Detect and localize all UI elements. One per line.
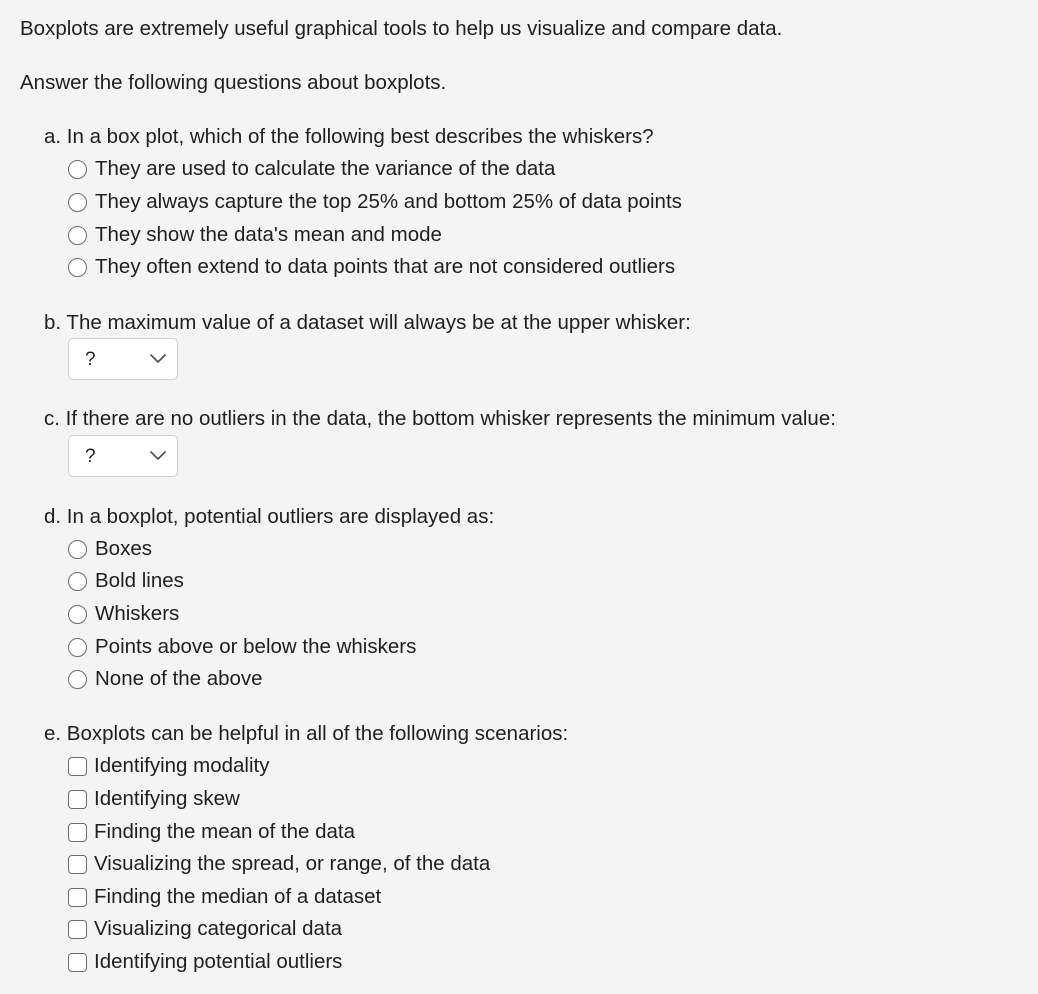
dropdown-value: ?	[85, 349, 96, 370]
checkbox[interactable]	[68, 953, 87, 972]
question-e-option[interactable]	[68, 850, 490, 878]
radio-button[interactable]	[68, 193, 87, 212]
question-e-option[interactable]	[68, 752, 269, 780]
checkbox[interactable]	[68, 757, 87, 776]
checkbox[interactable]	[68, 920, 87, 939]
option-label: They often extend to data points that are not considered outliers	[95, 255, 676, 278]
option-label: Visualizing the spread, or range, of the data	[94, 852, 491, 875]
question-e-option[interactable]	[68, 883, 381, 911]
question-a-option[interactable]	[68, 221, 442, 249]
radio-button[interactable]	[68, 572, 87, 591]
question-a-title: a. In a box plot, which of the following best describes the whiskers?	[44, 125, 654, 148]
radio-button[interactable]	[68, 226, 87, 245]
question-d-option[interactable]	[68, 535, 152, 563]
option-label: Identifying modality	[94, 754, 270, 777]
option-label: They are used to calculate the variance of the data	[95, 157, 556, 180]
dropdown-value: ?	[85, 446, 96, 467]
option-label: They always capture the top 25% and bottom 25% of data points	[95, 190, 682, 213]
radio-button[interactable]	[68, 670, 87, 689]
option-label: Bold lines	[95, 569, 184, 592]
radio-button[interactable]	[68, 638, 87, 657]
question-e-option[interactable]	[68, 915, 342, 943]
question-a-option[interactable]	[68, 253, 675, 281]
question-e-title: e. Boxplots can be helpful in all of the following scenarios:	[44, 722, 569, 745]
question-d-option[interactable]	[68, 665, 263, 693]
radio-button[interactable]	[68, 160, 87, 179]
option-label: Identifying potential outliers	[94, 950, 343, 973]
question-c-dropdown[interactable]	[68, 435, 178, 477]
checkbox[interactable]	[68, 888, 87, 907]
question-e-option[interactable]	[68, 948, 342, 976]
option-label: They show the data's mean and mode	[95, 223, 442, 246]
checkbox[interactable]	[68, 790, 87, 809]
question-d-option[interactable]	[68, 567, 184, 595]
question-d-option[interactable]	[68, 633, 416, 661]
intro-text: Boxplots are extremely useful graphical tools to help us visualize and compare data.	[20, 17, 783, 40]
option-label: Boxes	[95, 537, 152, 560]
radio-button[interactable]	[68, 540, 87, 559]
checkbox[interactable]	[68, 823, 87, 842]
option-label: Visualizing categorical data	[94, 917, 343, 940]
option-label: None of the above	[95, 667, 263, 690]
question-a-option[interactable]	[68, 188, 682, 216]
question-e-option[interactable]	[68, 785, 240, 813]
chevron-down-icon	[149, 450, 167, 462]
radio-button[interactable]	[68, 605, 87, 624]
question-d-title: d. In a boxplot, potential outliers are displayed as:	[44, 505, 495, 528]
checkbox[interactable]	[68, 855, 87, 874]
option-label: Whiskers	[95, 602, 180, 625]
question-d-option[interactable]	[68, 600, 179, 628]
question-b-dropdown[interactable]	[68, 338, 178, 380]
option-label: Finding the mean of the data	[94, 820, 355, 843]
option-label: Identifying skew	[94, 787, 240, 810]
radio-button[interactable]	[68, 258, 87, 277]
option-label: Points above or below the whiskers	[95, 635, 417, 658]
chevron-down-icon	[149, 353, 167, 365]
question-c-title: c. If there are no outliers in the data, the bottom whisker represents the minimum value:	[44, 407, 836, 430]
instructions-text: Answer the following questions about boxplots.	[20, 71, 447, 94]
question-e-option[interactable]	[68, 818, 355, 846]
question-b-title: b. The maximum value of a dataset will always be at the upper whisker:	[44, 311, 691, 334]
option-label: Finding the median of a dataset	[94, 885, 382, 908]
question-a-option[interactable]	[68, 155, 555, 183]
